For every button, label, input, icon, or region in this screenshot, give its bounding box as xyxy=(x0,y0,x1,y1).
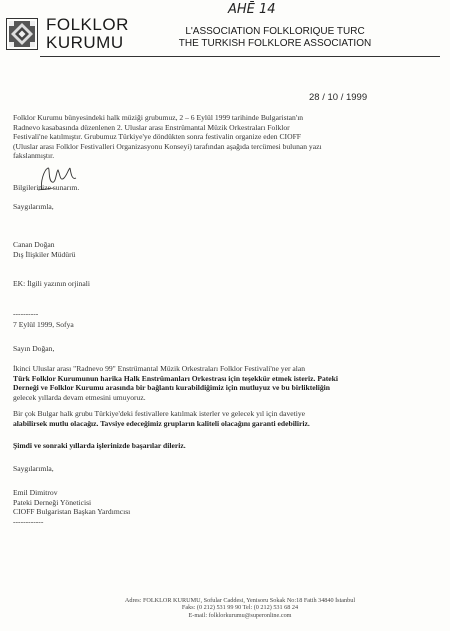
translation-salutation: Sayın Doğan, xyxy=(13,344,55,353)
translation-paragraph-2 xyxy=(13,409,433,428)
footer-address: Adres: FOLKLOR KURUMU, Sofular Caddesi, Yenisoru Sokak No:18 Fatih 34840 İstanbul xyxy=(124,597,356,604)
translation-paragraph-1 xyxy=(13,364,433,402)
letter-attachment: EK: İlgili yazının orjinali xyxy=(13,279,90,288)
association-name-en: THE TURKISH FOLKLORE ASSOCIATION xyxy=(178,38,372,49)
org-name-line2: KURUMU xyxy=(46,33,124,52)
org-name xyxy=(46,16,129,52)
translation-date-place: 7 Eylül 1999, Sofya xyxy=(13,320,74,329)
letter-line: (Uluslar arası Folklor Festivalleri Organizasyonu Konseyi) tarafından aşağıda tercümesi bulunan yazı xyxy=(13,141,322,151)
footer-contact xyxy=(110,597,370,619)
letter-line: Folklor Kurumu bünyesindeki halk müziği grubumuz, 2 – 6 Eylül 1999 tarihinde Bulgaristan'ın xyxy=(13,113,304,122)
letter-line: fakslanmıştır. xyxy=(13,151,55,161)
header-divider xyxy=(40,56,440,57)
letter-signer-name: Canan Doğan xyxy=(13,240,55,249)
translation-paragraph-3: Şimdi ve sonraki yıllarda işlerinizde başarılar dileriz. xyxy=(13,441,186,450)
association-name xyxy=(165,26,385,50)
folklor-kurumu-logo xyxy=(6,18,38,50)
letter-line: Radnevo kasabasında düzenlenen 2. Uluslar arası Enstrümantal Müzik Orkestraları Folklor xyxy=(13,122,290,132)
letter-line: Festivali'ne katılmıştır. Grubumuz Türkiye'ye döndükten sonra festivalin organize eden CIOFF xyxy=(13,132,302,142)
translation-signer-org: Pateki Derneği Yöneticisi xyxy=(13,497,92,507)
letter-date: 28 / 10 / 1999 xyxy=(309,92,368,103)
translation-separator: ---------- xyxy=(13,309,39,318)
handwritten-signature xyxy=(34,160,82,196)
translation-signer-block xyxy=(13,488,433,526)
letter-signer-title: Dış İlişkiler Müdürü xyxy=(13,250,76,259)
letter-closing: Saygılarımla, xyxy=(13,202,54,211)
translation-line: Türk Folklor Kurumunun harika Halk Enstrümanları Orkestrası için teşekkür etmek isteriz. Pateki xyxy=(13,373,338,383)
letter-paragraph-2: Bilgilerinize sunarım. xyxy=(13,183,80,192)
translation-line: Derneği ve Folklor Kurumu arasında bir bağlantı kurabildiğimiz için mutluyuz ve bu birlikteliğin xyxy=(13,383,331,393)
association-name-fr: L'ASSOCIATION FOLKLORIQUE TURC xyxy=(185,26,365,37)
translation-signer-name: Emil Dimitrov xyxy=(13,488,58,497)
footer-phones: Faks: (0 212) 531 99 90 Tel: (0 212) 531 68 24 xyxy=(181,604,299,612)
footer-email: E-mail: folklorkurumu@superonline.com xyxy=(188,611,292,619)
translation-signer-role: CIOFF Bulgaristan Başkan Yardımcısı xyxy=(13,507,131,517)
translation-end-separator: ------------ xyxy=(13,516,44,526)
translation-line: İkinci Uluslar arası "Radnevo 99" Enstrümantal Müzik Orkestraları Folklor Festivali'ne yer alan xyxy=(13,364,306,373)
letter-paragraph-1 xyxy=(13,113,433,161)
handwritten-note: AHĒ 14 xyxy=(228,2,276,17)
translation-closing: Saygılarımla, xyxy=(13,464,54,473)
translation-line: Bir çok Bulgar halk grubu Türkiye'deki festivallere katılmak isterler ve gelecek yıl için davetiye xyxy=(13,409,306,418)
translation-line: alabilirsek mutlu olacağız. Tavsiye edeceğimiz grupların kaliteli olacağını garanti edebiliriz. xyxy=(13,418,310,428)
translation-line: gelecek yıllarda devam etmesini umuyoruz. xyxy=(13,392,146,402)
org-name-line1: FOLKLOR xyxy=(46,15,129,34)
